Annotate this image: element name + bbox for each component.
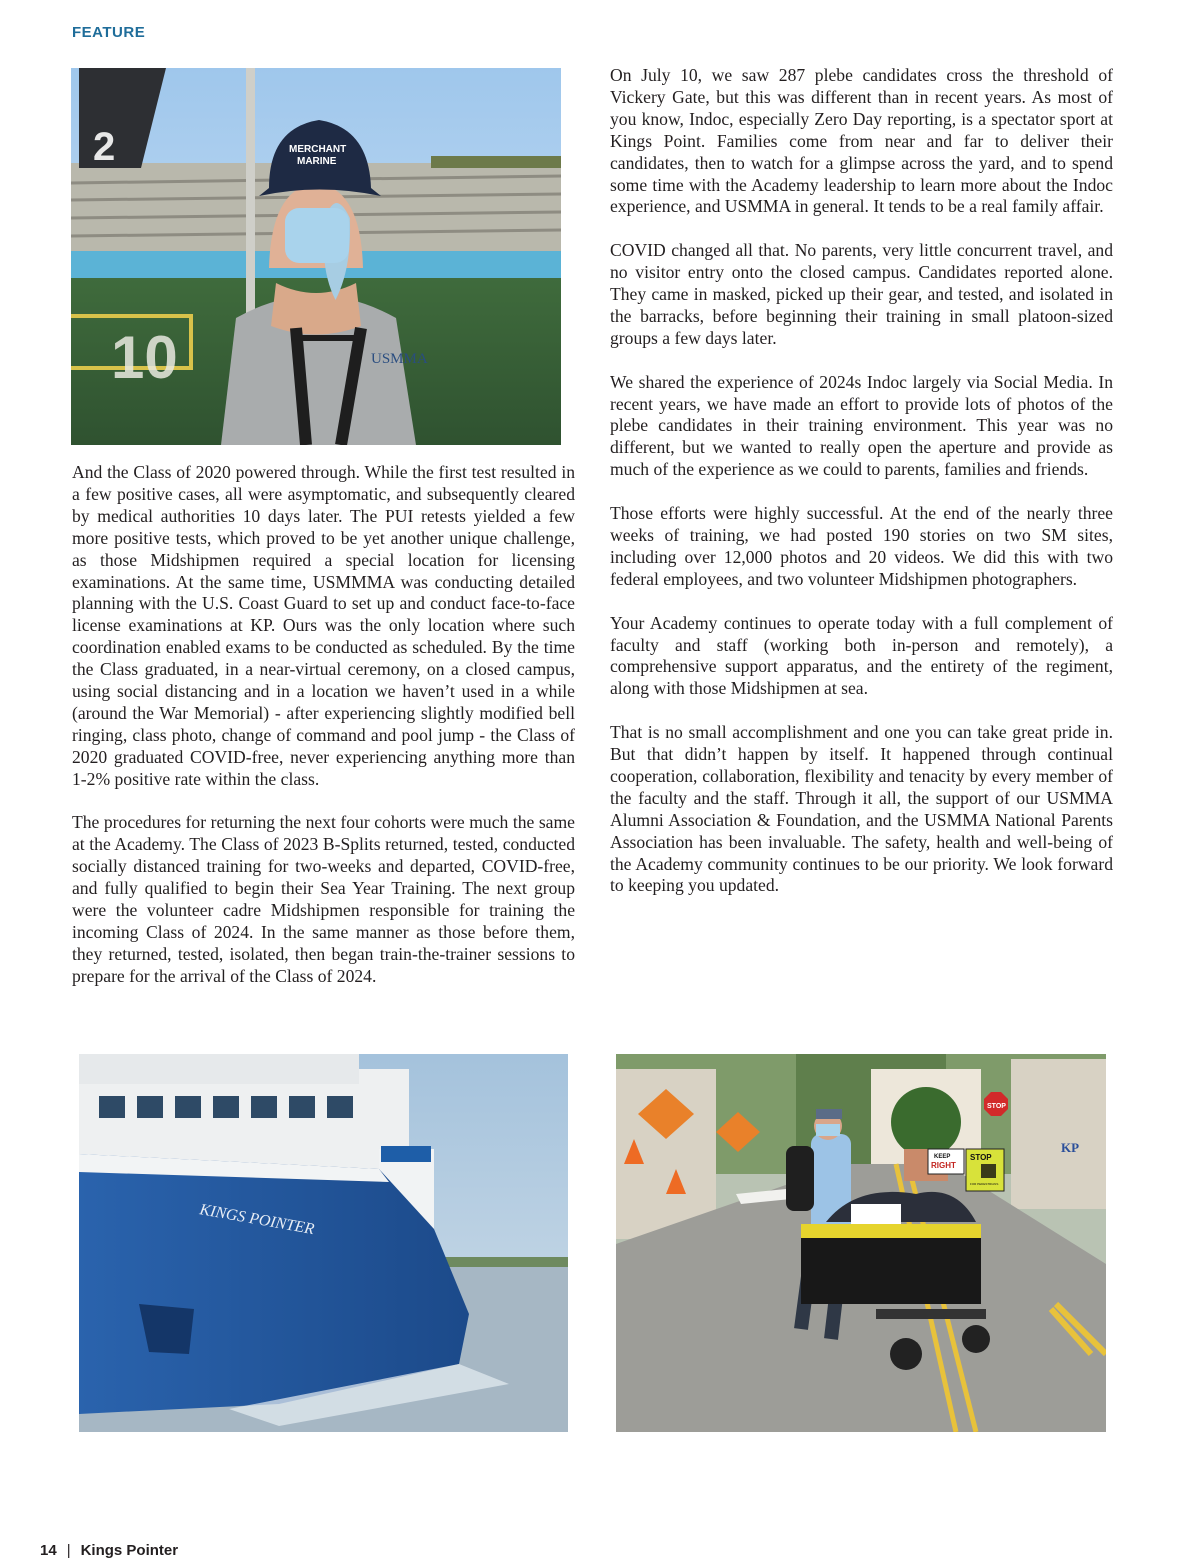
flag-number: 2 <box>93 125 116 169</box>
shirt-text: USMMA <box>371 351 428 367</box>
stop-sign-text: STOP <box>987 1103 1006 1110</box>
gate-emblem: KP <box>1061 1140 1080 1155</box>
footer-separator: | <box>66 1542 71 1559</box>
keep-sign-text: KEEP <box>934 1154 951 1160</box>
page-number: 14 <box>40 1542 57 1559</box>
photo-masked-candidate <box>71 68 561 445</box>
photo-training-vessel <box>79 1054 568 1432</box>
paragraph: Those efforts were highly successful. At the end of the nearly three weeks of training, we had posted 190 stories on two SM sites, including over 12,000 photos and 20 videos. We did this with two federal employees, and two volunteer Midshipmen photographers. <box>610 503 1113 589</box>
cap-text-2: MARINE <box>297 156 337 167</box>
paragraph: The procedures for returning the next four cohorts were much the same at the Academy. The Class of 2023 B-Splits returned, tested, conducted socially distanced training for two-weeks and departed, COVID-free, and fully qualified to begin their Sea Year Training. The next group were the volunteer cadre Midshipmen responsible for training the incoming Class of 2024. In the same manner as those before them, they returned, tested, isolated, then began train-the-trainer sessions to prepare for the arrival of the Class of 2024. <box>72 812 575 986</box>
paragraph: We shared the experience of 2024s Indoc largely via Social Media. In recent years, we have made an effort to provide lots of photos of the plebe candidates in their training environment. This year was no different, but we wanted to really open the aperture and provide as much of the experience as we could to parents, families and friends. <box>610 371 1113 480</box>
paragraph: COVID changed all that. No parents, very little concurrent travel, and no visitor entry onto the closed campus. Candidates reported alone. They came in masked, picked up their gear, and tested, and isolated in the barracks, before beginning their training in small platoon-sized groups a few days later. <box>610 240 1113 348</box>
hull-name: KINGS POINTER <box>198 1201 316 1239</box>
publication-name: Kings Pointer <box>80 1542 179 1559</box>
section-label: FEATURE <box>72 24 146 41</box>
ped-sign-label: FOR PEDESTRIANS <box>970 1182 999 1186</box>
article-left-column <box>72 462 575 988</box>
yard-number: 10 <box>111 324 178 391</box>
right-sign-text: RIGHT <box>931 1161 956 1170</box>
paragraph: That is no small accomplishment and one you can take great pride in. But that didn’t happen by itself. It happened through continual cooperation, collaboration, flexibility and tenacity by every member of the faculty and the staff. Through it all, the support of our USMMA Alumni Association & Foundation, and the USMMA National Parents Association has been invaluable. The safety, health and well-being of the Academy community continues to be our priority. We look forward to keeping you updated. <box>610 722 1113 896</box>
paragraph: And the Class of 2020 powered through. While the first test resulted in a few positive cases, all were asymptomatic, and subsequently cleared by medical authorities 10 days later. The PUI retests yielded a few more positive tests, which proved to be yet another unique challenge, as those Midshipmen required a special location for licensing examinations. At the same time, USMMMA was conducting detailed planning with the U.S. Coast Guard to set up and conduct face-to-face license examinations at KP. Ours was the only location where such coordination enabled exams to be conducted as scheduled. By the time the Class graduated, in a near-virtual ceremony, on a closed campus, using social distancing and in a location we haven’t used in a while (around the War Memorial) - after experiencing slightly modified bell ringing, class photo, change of command and pool jump - the Class of 2020 graduated COVID-free, never experiencing anything more than 1-2% positive rate within the class. <box>72 462 575 789</box>
paragraph: Your Academy continues to operate today with a full complement of faculty and staff (working both in-person and remotely), a comprehensive support apparatus, and the entirety of the regiment, along with those Midshipmen at sea. <box>610 612 1113 699</box>
article-right-column <box>610 65 1113 897</box>
cap-text-1: MERCHANT <box>289 144 347 155</box>
photo-gate-arrival <box>616 1054 1106 1432</box>
ped-stop-text: STOP <box>970 1153 992 1162</box>
page-footer <box>40 1542 178 1559</box>
paragraph: On July 10, we saw 287 plebe candidates cross the threshold of Vickery Gate, but this was different than in recent years. As most of you know, Indoc, especially Zero Day reporting, is a spectator sport at Kings Point. Families come from near and far to deliver their candidates, then to watch for a glimpse across the yard, and to spend some time with the Academy leadership to learn more about the Indoc experience, and USMMA in general. It tends to be a real family affair. <box>610 65 1113 217</box>
